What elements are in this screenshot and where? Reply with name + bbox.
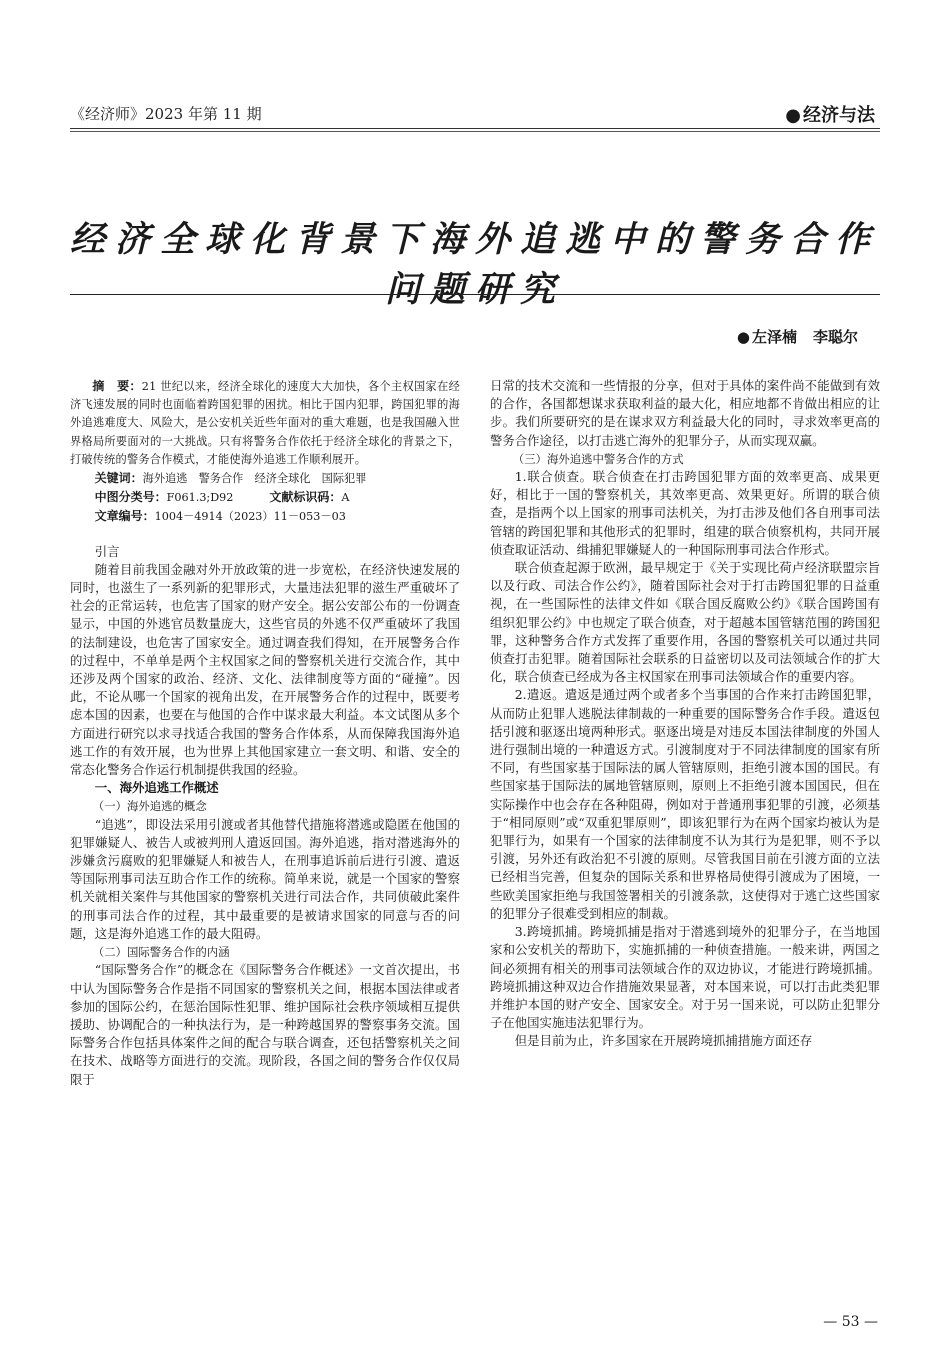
section-name: 经济与法 — [803, 105, 875, 126]
abstract — [70, 377, 460, 469]
paragraph: 随着目前我国金融对外开放政策的进一步宽松，在经济快速发展的同时，也滋生了一系列新的犯罪形式，大量违法犯罪的滋生严重破坏了社会的正常运转，也危害了国家的财产安全。据公安部公布的一份调查显示，中国的外逃官员数量庞大，这些官员的外逃不仅严重破坏了我国的法制建设，也危害了国家安全。通过调查我们得知，在开展警务合作的过程中，不单单是两个主权国家之间的警察机关进行交流合作，其中还涉及两个国家的政治、经济、文化、法律制度等方面的“碰撞”。因此，不论从哪一个国家的视角出发，在开展警务合作的过程中，既要考虑本国的因素，也要在与他国的合作中谋求最大利益。本文试图从多个方面进行研究以求寻找适合我国的警务合作体系，从而保障我国海外追逃工作的有效开展，也为世界上其他国家建立一套文明、和谐、安全的常态化警务合作运行机制提供我国的经验。 — [70, 561, 460, 778]
subsection-heading: （二）国际警务合作的内涵 — [92, 945, 230, 960]
doccode-text: A — [341, 491, 350, 505]
left-column — [70, 377, 460, 1089]
paragraph: 联合侦查起源于欧洲，最早规定于《关于实现比荷卢经济联盟宗旨以及行政、司法合作公约》，随着国际社会对于打击跨国犯罪的日益重视，在一些国际性的法律文件如《联合国反腐败公约》《联合国跨国有组织犯罪公约》中也规定了联合侦查，对于超越本国管辖范围的跨国犯罪，这种警务合作方式发挥了重要作用，各国的警察机关可以通过共同侦查打击犯罪。随着国际社会联系的日益密切以及司法领域合作的扩大化，联合侦查已经成为各主权国家在刑事司法领域合作的重要内容。 — [490, 560, 880, 685]
doccode-label: 文献标识码： — [269, 490, 342, 505]
author-line — [737, 326, 858, 347]
clc-label: 中图分类号： — [94, 490, 167, 505]
clc-text: F061.3;D92 — [166, 491, 234, 505]
header-rule-thin — [70, 131, 880, 132]
section-heading: 一、海外追逃工作概述 — [94, 780, 219, 796]
abstract-label: 摘 要： — [92, 379, 142, 393]
author-1: 左泽楠 — [751, 328, 797, 346]
article-number — [70, 507, 460, 526]
classification — [70, 488, 460, 507]
article-title: 经济全球化背景下海外追逃中的警务合作问题研究 — [70, 219, 881, 310]
abstract-text: 21 世纪以来，经济全球化的速度大大加快，各个主权国家在经济飞速发展的同时也面临着跨国犯罪的困扰。相比于国内犯罪，跨国犯罪的海外追逃难度大、风险大，是公安机关近些年面对的重大难题，也是我国融入世界格局所要面对的一大挑战。只有将警务合作依托于经济全球化的背景之下，打破传统的警务合作模式，才能使海外追逃工作顺利展开。 — [70, 380, 461, 466]
keywords — [70, 469, 460, 488]
header-rule — [70, 128, 880, 129]
intro-heading: 引言 — [94, 543, 120, 559]
paragraph: “追逃”，即设法采用引渡或者其他替代措施将潜逃或隐匿在他国的犯罪嫌疑人、被告人或被判刑人遣返回国。海外追逃，指对潜逃海外的涉嫌贪污腐败的犯罪嫌疑人和被告人，在刑事追诉前后进行引渡、遣返等国际刑事司法互助合作工作的统称。简单来说，就是一个国家的警察机关就相关案件与其他国家的警察机关进行司法合作，共同侦破此案件的刑事司法合作的过程，其中最重要的是被请求国家的同意与否的问题，这是海外追逃工作的最大阻碍。 — [70, 816, 460, 941]
subsection-heading: （一）海外追逃的概念 — [92, 799, 207, 814]
paragraph: 3.跨境抓捕。跨境抓捕是指对于潜逃到境外的犯罪分子，在当地国家和公安机关的帮助下，实施抓捕的一种侦查措施。一般来讲，两国之间必须拥有相关的刑事司法领域合作的双边协议，才能进行跨境抓捕。跨境抓捕这种双边合作措施效果显著，对本国来说，可以打击此类犯罪并维护本国的财产安全、国家安全。对于另一国来说，可以防止犯罪分子在他国实施违法犯罪行为。 — [490, 924, 880, 1031]
paragraph: 2.遣返。遣返是通过两个或者多个当事国的合作来打击跨国犯罪，从而防止犯罪人逃脱法律制裁的一种重要的国际警务合作手段。遣返包括引渡和驱逐出境两种形式。驱逐出境是对违反本国法律制度的外国人进行强制出境的一种遣返方式。引渡制度对于不同法律制度的国家有所不同，有些国家基于国际法的属人管辖原则，拒绝引渡本国的国民。有些国家基于国际法的属地管辖原则，原则上不拒绝引渡本国国民，但在实际操作中也会存在各种阻碍，例如对于普通刑事犯罪的引渡，必须基于“相同原则”或“双重犯罪原则”，即该犯罪行为在两个国家均被认为是犯罪行为，如果有一个国家的法律制度不认为其行为是犯罪，则不予以引渡，另外还有政治犯不引渡的原则。尽管我国目前在引渡方面的立法已经相当完善，但复杂的国际关系和世界格局使得引渡成为了困境，一些欧美国家拒绝与我国签署相关的引渡条款，这使得对于逃亡这些国家的犯罪分子很难受到相应的制裁。 — [490, 687, 880, 921]
article-no-label: 文章编号： — [94, 509, 155, 524]
paragraph: 日常的技术交流和一些情报的分享，但对于具体的案件尚不能做到有效的合作，各国都想谋求获取利益的最大化，相应地都不肯做出相应的让步。我们所要研究的是在谋求双方利益最大化的同时，寻求效率更高的警务合作途径，以打击逃亡海外的犯罪分子，从而实现双赢。 — [490, 378, 880, 448]
page-number: — 53 — — [823, 1314, 878, 1330]
bullet-icon: ● — [736, 328, 750, 346]
title-rule — [70, 294, 880, 295]
paragraph: 但是目前为止，许多国家在开展跨境抓捕措施方面还存 — [514, 1033, 813, 1049]
article-no-text: 1004－4914（2023）11－053－03 — [154, 510, 346, 524]
keywords-text: 海外追逃 警务合作 经济全球化 国际犯罪 — [142, 472, 367, 486]
paragraph: “国际警务合作”的概念在《国际警务合作概述》一文首次提出，书中认为国际警务合作是指不同国家的警察机关之间，根据本国法律或者参加的国际公约，在惩治国际性犯罪、维护国际社会秩序领域相互提供援助、协调配合的一种执法行为，是一种跨越国界的警察事务交流。国际警务合作包括具体案件之间的配合与联合调查，还包括警察机关之间在技术、战略等方面进行的交流。现阶段，各国之间的警务合作仅仅局限于 — [70, 962, 460, 1087]
keywords-label: 关键词： — [94, 471, 143, 486]
right-column — [490, 377, 880, 1051]
bullet-icon: ● — [785, 105, 801, 126]
subsection-heading: （三）海外追逃中警务合作的方式 — [512, 451, 684, 466]
section-label — [785, 101, 875, 127]
journal-issue: 《经济师》2023 年第 11 期 — [70, 105, 262, 123]
paragraph: 1.联合侦查。联合侦查在打击跨国犯罪方面的效率更高、成果更好，相比于一国的警察机关，其效率更高、效果更好。所谓的联合侦查，是指两个以上国家的刑事司法机关，为打击涉及他们各自刑事司法管辖的跨国犯罪和其他形式的犯罪时，组建的联合侦察机构，共同开展侦查取证活动、缉捕犯罪嫌疑人的一种国际刑事司法合作形式。 — [490, 469, 880, 557]
author-2: 李聪尔 — [812, 328, 858, 346]
